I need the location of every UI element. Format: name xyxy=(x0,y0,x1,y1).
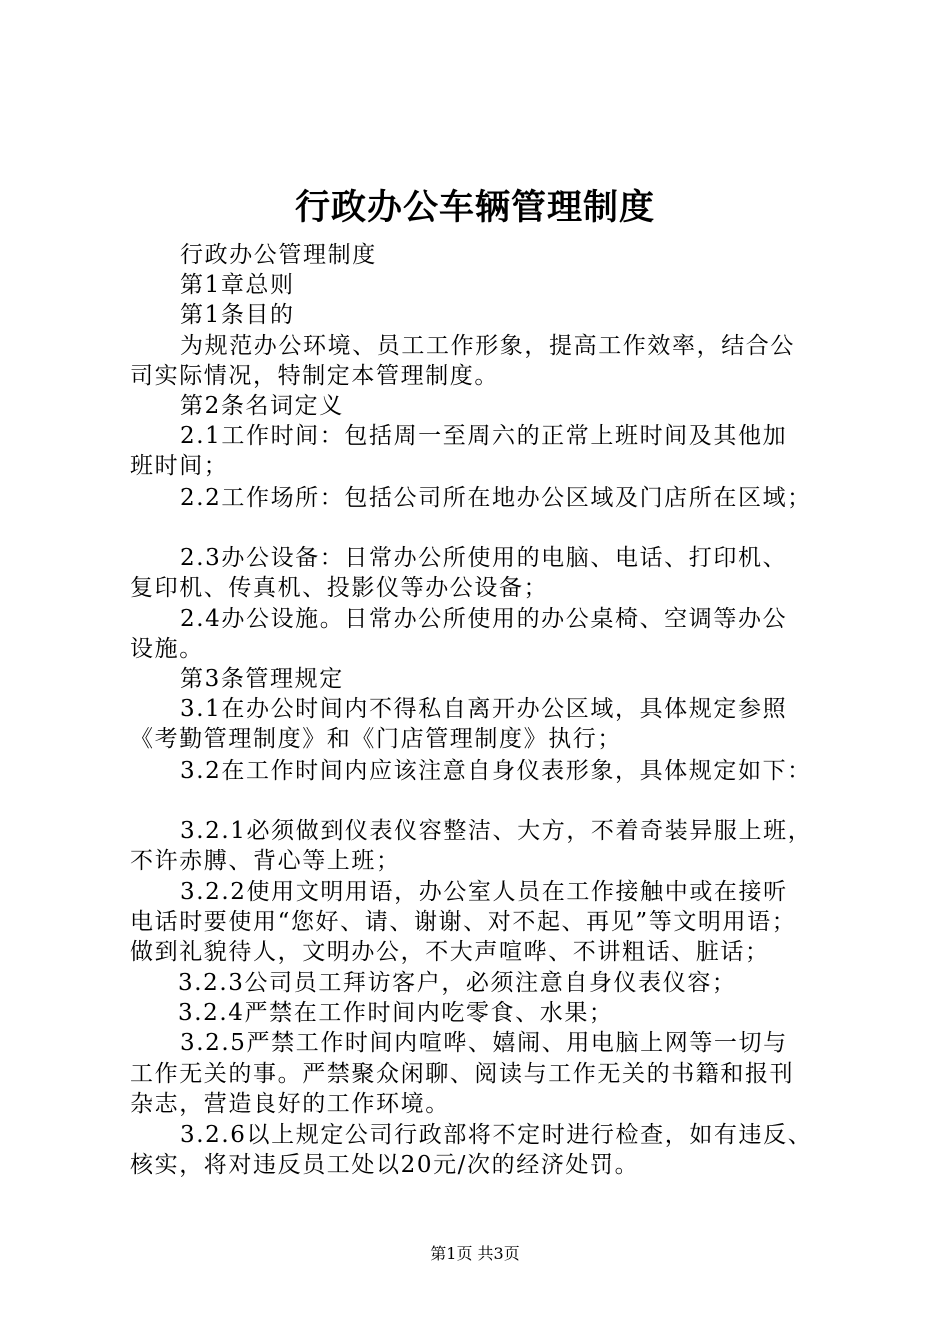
text-line: 做到礼貌待人，文明办公，不大声喧哗、不讲粗话、脏话； xyxy=(130,939,770,965)
text-line: 3.2.1必须做到仪表仪容整洁、大方，不着奇装异服上班， xyxy=(180,818,813,844)
text-line: 电话时要使用“您好、请、谢谢、对不起、再见”等文明用语； xyxy=(130,909,797,935)
text-line: 第1条目的 xyxy=(180,302,295,328)
text-line: 3.2.6以上规定公司行政部将不定时进行检查，如有违反、 xyxy=(180,1122,813,1148)
text-line: 2.3办公设备：日常办公所使用的电脑、电话、打印机、 xyxy=(180,545,788,571)
text-line: 2.1工作时间：包括周一至周六的正常上班时间及其他加 xyxy=(180,423,788,449)
document-title: 行政办公车辆管理制度 xyxy=(294,187,655,228)
text-line: 第2条名词定义 xyxy=(180,393,344,419)
text-line: 复印机、传真机、投影仪等办公设备； xyxy=(130,575,549,601)
text-line: 3.2在工作时间内应该注意自身仪表形象，具体规定如下： xyxy=(180,758,812,784)
text-line: 行政办公管理制度 xyxy=(180,242,377,268)
text-line: 2.4办公设施。日常办公所使用的办公桌椅、空调等办公 xyxy=(180,606,788,632)
text-line: 3.2.3公司员工拜访客户，必须注意自身仪表仪容； xyxy=(178,970,737,996)
text-line: 第1章总则 xyxy=(180,272,295,298)
text-line: 第3条管理规定 xyxy=(180,666,344,692)
page-footer: 第1页 共3页 xyxy=(430,1244,520,1263)
text-line: 2.2工作场所：包括公司所在地办公区域及门店所在区域； xyxy=(180,485,812,511)
text-line: 核实，将对违反员工处以20元/次的经济处罚。 xyxy=(130,1152,640,1178)
text-line: 3.1在办公时间内不得私自离开办公区域，具体规定参照 xyxy=(180,696,788,722)
text-line: 工作无关的事。严禁聚众闲聊、阅读与工作无关的书籍和报刊 xyxy=(130,1061,795,1087)
text-line: 3.2.4严禁在工作时间内吃零食、水果； xyxy=(178,1000,614,1026)
text-line: 3.2.2使用文明用语，办公室人员在工作接触中或在接听 xyxy=(180,879,788,905)
text-line: 杂志，营造良好的工作环境。 xyxy=(130,1091,450,1117)
text-line: 3.2.5严禁工作时间内喧哗、嬉闹、用电脑上网等一切与 xyxy=(180,1030,788,1056)
text-line: 为规范办公环境、员工工作形象，提高工作效率，结合公 xyxy=(180,333,795,359)
text-line: 班时间； xyxy=(130,453,229,479)
text-line: 司实际情况，特制定本管理制度。 xyxy=(130,363,499,389)
text-line: 不许赤膊、背心等上班； xyxy=(130,848,401,874)
text-line: 设施。 xyxy=(130,636,204,662)
text-line: 《考勤管理制度》和《门店管理制度》执行； xyxy=(130,726,622,752)
